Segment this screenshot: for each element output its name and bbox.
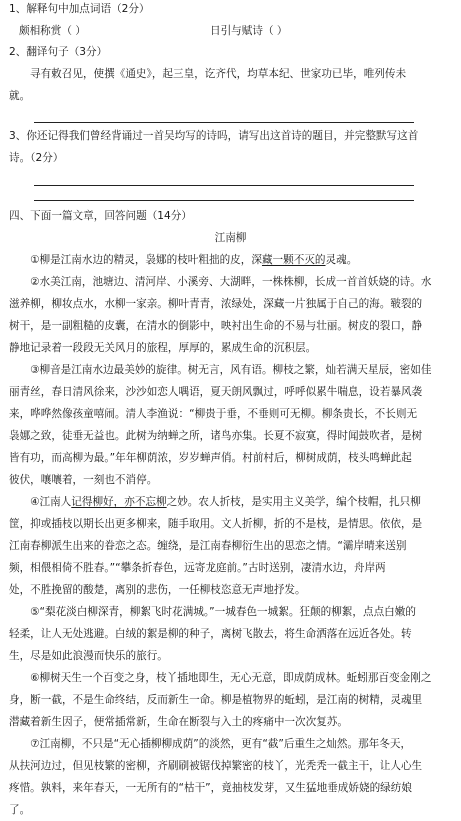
- p6-line: 潜藏着新生因子，便常插常新，生命在断裂与入土的疼痛中一次次复苏。: [9, 716, 348, 728]
- q1-title: 1、解释句中加点词语（2分）: [9, 3, 150, 15]
- answer-line: [34, 200, 414, 201]
- p1-text: 灵魂。: [325, 254, 358, 266]
- p7-line: 了。: [9, 804, 31, 816]
- p4-text: ④江南人: [30, 496, 72, 508]
- p3-line: 皆有功，而高柳为最。”年年柳荫浓，岁岁蝉声俏。村前村后，柳树成荫，枝头鸣蝉此起: [9, 452, 412, 464]
- p5-line: ⑤“梨花淡白柳深青，柳絮飞时花满城。”一城春色一城絮。狂颠的柳絮，点点白嫩的: [30, 606, 416, 618]
- q3-title-line: 诗。（2分）: [9, 152, 64, 164]
- paragraph-5: [9, 601, 452, 667]
- p7-line: 从扶河边过，但见枝繁的密柳，齐刷刷被锯伐掉繁密的枝丫，光秃秃一截主干，让人心生: [9, 760, 423, 772]
- p3-line: 袅娜之致，徒垂无益也。此树为纳蝉之所，诸鸟亦集。长夏不寂寞，得时闻鼓吹者，是树: [9, 430, 423, 442]
- p3-line: 彼伏，嚷嚷着，一刻也不消停。: [9, 474, 158, 486]
- p2-line: 树干，是一副粗糙的皮囊，在清水的倒影中，映衬出生命的不易与壮丽。树皮的裂口，静: [9, 320, 423, 332]
- q1-section: [9, 0, 452, 41]
- q3-title-line: 3、你还记得我们曾经背诵过一首吴均写的诗吗，请写出这首诗的题目，并完整默写这首: [9, 130, 419, 142]
- q1-item-b: 日引与赋诗（ ）: [210, 25, 288, 37]
- p4-underlined-text: 记得柳好，亦不忘柳: [71, 496, 167, 508]
- paragraph-1: [9, 249, 452, 271]
- paragraph-3: [9, 359, 452, 491]
- paragraph-6: [9, 667, 452, 733]
- q1-item-a: 颇相称赏（ ）: [19, 25, 86, 37]
- q1-items: [9, 20, 452, 41]
- p1-text: ①柳是江南水边的精灵，袅娜的枝叶粗拙的皮，深: [30, 254, 262, 266]
- p7-line: 疼惜。孰料，来年春天，一无所有的“枯干”，竟抽枝发芽，又生猛地垂成娇娆的绿纺娘: [9, 782, 412, 794]
- p5-line: 轻柔，让人无处逃避。白绒的絮是柳的种子，离树飞散去，将生命洒落在远近各处。转: [9, 628, 412, 640]
- p4-text: 之妙。农人折枝，是实用主义美学，编个枝帽，扎只柳: [166, 496, 421, 508]
- section4: [9, 205, 452, 821]
- p6-line: 身，断一截，不是生命终结，反而新生一命。柳是植物界的蚯蚓，是江南的树精，灵魂里: [9, 694, 423, 706]
- p4-line: 频，相偎相倚不胜春。”“攀条折春色，远寄龙庭前。”古时送别，凄清水边，舟岸两: [9, 562, 386, 574]
- p4-line: 筐，抑或插枝以期长出更多柳来，随手取用。文人折柳，折的不是枝，是情思。依依，是: [9, 518, 423, 530]
- p4-line: 处，不胜挽留的酸楚，离别的悲伤，一任柳枝恣意无声地抒发。: [9, 584, 306, 596]
- q2-sentence-line: 就。: [9, 90, 31, 102]
- p3-line: ③柳音是江南水边最美妙的旋律。树无言，风有语。柳枝之繁，灿若满天星辰，密如佳: [30, 364, 432, 376]
- p6-line: ⑥柳树天生一个百变之身，枝丫插地即生，无心无意，即成荫成林。蚯蚓那百变金刚之: [30, 672, 432, 684]
- p4-line: [9, 491, 452, 513]
- q2-sentence-line: 寻有敕召见，使撰《通史》，起三皇，讫齐代，均草本纪、世家功已毕，唯列传未: [30, 68, 407, 80]
- q3-section: [9, 125, 452, 201]
- answer-line: [34, 122, 414, 123]
- p7-line: ⑦江南柳，不只是“无心插柳柳成荫”的淡然，更有“截”后重生之灿然。那年冬天，: [30, 738, 412, 750]
- section4-heading: 四、下面一篇文章，回答问题（14分）: [9, 210, 192, 222]
- p4-line: 江南春柳派生出来的眷恋之态。缠绕，是江南春柳衍生出的思恋之情。“灞岸晴来送别: [9, 540, 407, 552]
- p2-line: 滋养柳，柳妆点水，水柳一家亲。柳叶青青，浓绿处，深藏一片独属于自己的海。皲裂的: [9, 298, 423, 310]
- p3-line: 丽青丝，春日清风徐来，沙沙如恋人喁语，夏天朗风飘过，呼呼似累牛喘息，设若暴风袭: [9, 386, 423, 398]
- q2-title: 2、翻译句子（3分）: [9, 46, 108, 58]
- paragraph-4: [9, 491, 452, 601]
- p3-line: 来，哗哗然像孩童嘻闹。清人李渔说：“柳贵于垂，不垂则可无柳。柳条贵长，不长则无: [9, 408, 418, 420]
- paragraph-2: [9, 271, 452, 359]
- article-title: 江南柳: [214, 232, 247, 244]
- p5-line: 生，尽是如此浪漫而快乐的旅行。: [9, 650, 168, 662]
- p1-underlined-text: 藏一颗不灭的: [261, 254, 326, 266]
- p2-line: ②水美江南，池塘边、清河岸、小溪旁、大湖畔，一株株柳，长成一首首妖娆的诗。水: [30, 276, 432, 288]
- q2-section: [9, 41, 452, 123]
- paragraph-7: [9, 733, 452, 821]
- p2-line: 静地记录着一段段无关风月的旅程，厚厚的，累成生命的沉积层。: [9, 342, 317, 354]
